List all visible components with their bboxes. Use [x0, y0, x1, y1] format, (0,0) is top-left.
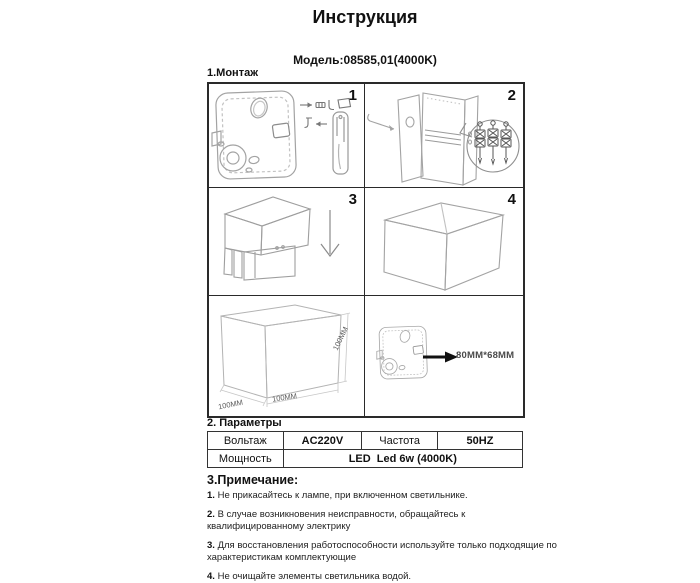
mount-plate-panel	[365, 296, 523, 416]
note-number: 1.	[207, 490, 215, 501]
frequency-label-cell: Частота	[362, 432, 438, 450]
table-row	[208, 450, 523, 468]
lamp-body-drawing	[224, 197, 310, 280]
screwdriver-icon	[333, 112, 348, 174]
notes-list	[207, 490, 559, 583]
terminal-block-detail	[475, 121, 511, 164]
step3-panel	[209, 188, 365, 296]
note-item-3	[207, 540, 559, 565]
section-parameters-heading: 2. Параметры	[207, 417, 282, 429]
note-number: 2.	[207, 508, 215, 520]
note-item-1	[207, 490, 559, 503]
step1-panel	[209, 84, 365, 188]
step1-backplate-drawing	[209, 84, 365, 188]
frequency-value-cell: 50HZ	[437, 432, 522, 450]
backplate-drawing	[212, 91, 296, 180]
montage-diagram-grid	[207, 82, 525, 418]
assembled-cube-drawing	[384, 203, 503, 290]
note-text: В случае возникновения неисправности, обращайтесь к квалифицированному электрику	[207, 508, 466, 533]
parameters-table	[207, 431, 523, 468]
table-row	[208, 432, 523, 450]
dimension-width-label: 100MM	[271, 391, 298, 404]
dimension-height-label: 100MM	[330, 325, 351, 352]
backplate-small-drawing	[377, 326, 428, 379]
screw-anchor-icons	[300, 99, 351, 128]
model-number: Модель:08585,01(4000K)	[293, 53, 437, 67]
note-number: 3.	[207, 539, 215, 551]
step2-number: 2	[507, 87, 516, 104]
dimension-depth-label: 100MM	[217, 397, 244, 412]
down-arrow-icon	[321, 210, 339, 256]
step4-assembled-drawing	[365, 188, 523, 296]
step4-number: 4	[507, 191, 516, 208]
note-text: Для восстановления работоспособности используйте только подходящие по характеристикам комплектующие	[207, 539, 557, 564]
cube-outline	[221, 305, 341, 398]
note-item-2	[207, 509, 559, 534]
step2-panel	[365, 84, 523, 188]
step3-number: 3	[348, 191, 357, 208]
page-title: Инструкция	[312, 7, 418, 27]
section-montage-heading: 1.Монтаж	[207, 67, 259, 79]
power-label-cell: Мощность	[208, 450, 284, 468]
note-text: Не прикасайтесь к лампе, при включенном светильнике.	[217, 490, 468, 501]
note-number: 4.	[207, 570, 215, 582]
power-value-cell: LED Led 6w (4000K)	[283, 450, 522, 468]
note-text: Не очищайте элементы светильника водой.	[217, 570, 412, 582]
dimensions-panel	[209, 296, 365, 416]
dimension-arrow-icon	[423, 352, 458, 363]
step4-panel	[365, 188, 523, 296]
step2-wiring-drawing	[365, 84, 523, 188]
fixture-on-wall-drawing	[368, 93, 478, 185]
step1-number: 1	[348, 87, 357, 104]
section-notes-heading: 3.Примечание:	[207, 473, 299, 487]
voltage-value-cell: AC220V	[283, 432, 362, 450]
mount-plate-size-label: 80MM*68MM	[456, 350, 515, 361]
step3-body-drawing	[209, 188, 365, 296]
note-item-4	[207, 571, 559, 583]
voltage-label-cell: Вольтаж	[208, 432, 284, 450]
